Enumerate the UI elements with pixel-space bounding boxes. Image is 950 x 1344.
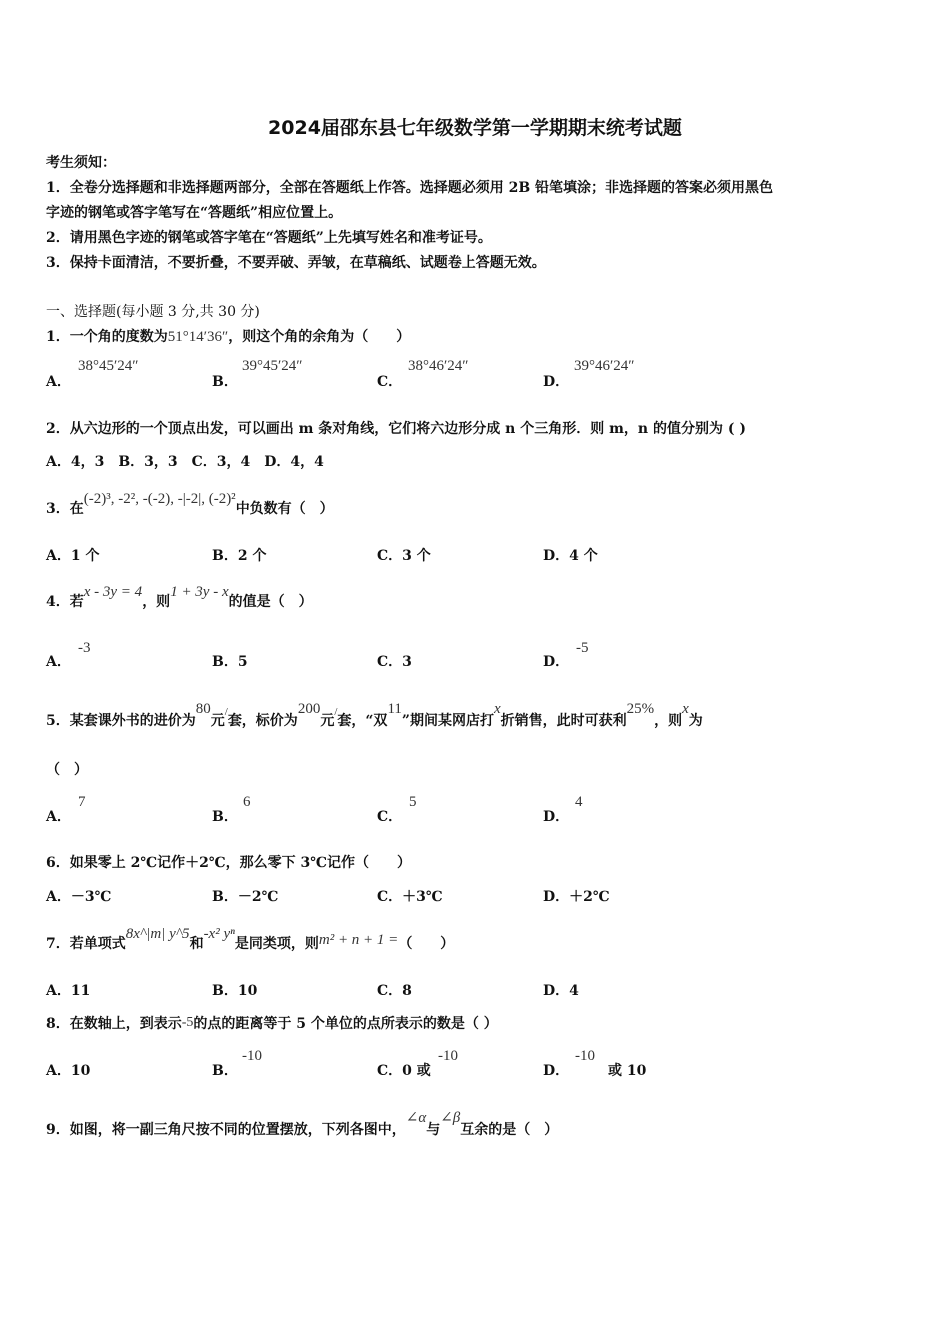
- q5-part-9: 为: [688, 713, 703, 729]
- q5-x-2: x: [682, 701, 689, 717]
- q3-option-b: B．2 个: [212, 548, 267, 564]
- q7-math1: 8x^|m| y^5: [125, 926, 190, 942]
- q4-option-c: C．3: [377, 654, 412, 670]
- q5-part-1: 5．某套课外书的进价为: [46, 713, 196, 729]
- q6-option-d: D．＋2℃: [543, 889, 610, 905]
- q8-option-b: -10: [242, 1048, 262, 1064]
- q5-slash-1: /: [224, 706, 228, 718]
- q5-label-c: C．: [377, 809, 403, 825]
- q7-post: 是同类项，则: [234, 936, 319, 952]
- q6-option-a: A．－3℃: [46, 889, 112, 905]
- q3-stem: [46, 491, 334, 518]
- q7-pre: 7．若单项式: [46, 936, 126, 952]
- q7-math3: m² + n + 1 =: [318, 932, 399, 948]
- q4-math1: x - 3y = 4: [83, 584, 143, 600]
- q7-stem: [46, 926, 455, 953]
- q1-option-d: 39°46′24″: [574, 358, 635, 374]
- q4-label-d: D．: [543, 654, 570, 670]
- q5-cost: 80: [195, 701, 211, 717]
- q9-angle-beta: ∠β: [440, 1110, 461, 1126]
- notice-line-3: 3．保持卡面清洁，不要折叠，不要弄破、弄皱，在草稿纸、试题卷上答题无效。: [46, 255, 546, 271]
- notice-line-2: 2．请用黑色字迹的钢笔或答字笔在“答题纸”上先填写姓名和准考证号。: [46, 230, 492, 246]
- q8-pre: 8．在数轴上，到表示: [46, 1016, 182, 1032]
- q8-math: -5: [181, 1015, 194, 1030]
- q5-x-1: x: [493, 701, 501, 717]
- q1-option-c: 38°46′24″: [408, 358, 469, 374]
- q5-part-5: 套，“双: [337, 713, 388, 729]
- q5-option-c: 5: [409, 794, 417, 810]
- q9-mid: 与: [426, 1122, 441, 1138]
- q5-eleven: 11: [387, 701, 402, 717]
- q8-label-c: C．0 或: [377, 1063, 431, 1079]
- q4-mid: ，则: [142, 594, 171, 610]
- notice-line-1b: 字迹的钢笔或答字笔写在“答题纸”相应位置上。: [46, 205, 343, 221]
- q7-math2: -x² yⁿ: [203, 926, 235, 942]
- q5-price: 200: [297, 701, 321, 717]
- q8-option-c: -10: [438, 1048, 458, 1064]
- q8-label-d: D．: [543, 1063, 570, 1079]
- q5-part-2: 元: [210, 713, 225, 729]
- q5-label-d: D．: [543, 809, 570, 825]
- q5-bracket: （ ）: [46, 762, 88, 778]
- exam-title: 2024届邵东县七年级数学第一学期期末统考试题: [268, 117, 682, 139]
- q3-post: 中负数有（ ）: [235, 501, 334, 517]
- q1-pre: 1．一个角的度数为: [46, 329, 168, 345]
- q1-option-a: 38°45′24″: [78, 358, 139, 374]
- q4-option-d: -5: [576, 640, 589, 656]
- q7-option-b: B．10: [212, 983, 258, 999]
- q5-profit: 25%: [626, 701, 655, 717]
- q5-part-4: 元: [320, 713, 335, 729]
- q4-stem: [46, 584, 313, 611]
- q5-part-3: 套，标价为: [227, 713, 298, 729]
- q8-option-d: -10: [575, 1048, 595, 1064]
- q7-bracket: （ ）: [398, 936, 455, 952]
- q7-mid: 和: [189, 936, 204, 952]
- q2-options: A．4，3 B．3，3 C．3，4 D．4，4: [46, 454, 324, 470]
- q1-option-b: 39°45′24″: [242, 358, 303, 374]
- notice-line-1a: 1．全卷分选择题和非选择题两部分，全部在答题纸上作答。选择题必须用 2B 铅笔填涂；非选择题的答案必须用黑色: [46, 180, 774, 196]
- q6-option-c: C．＋3℃: [377, 889, 443, 905]
- q1-label-c: C．: [377, 374, 403, 390]
- q8-post: 的点的距离等于 5 个单位的点所表示的数是（ ）: [193, 1016, 498, 1032]
- q4-option-a: -3: [78, 640, 91, 656]
- q5-part-6: ”期间某网店打: [401, 713, 494, 729]
- q8-stem: [46, 1015, 498, 1034]
- q1-label-b: B．: [212, 374, 238, 390]
- q7-option-a: A．11: [46, 983, 91, 999]
- q1-stem: [46, 328, 410, 346]
- q5-option-a: 7: [78, 794, 86, 810]
- q9-post: 互余的是（ ）: [460, 1122, 559, 1138]
- q9-angle-alpha: ∠α: [405, 1110, 427, 1126]
- q4-pre: 4．若: [46, 594, 84, 610]
- q4-math2: 1 + 3y - x: [170, 584, 229, 600]
- q1-post: ，则这个角的余角为（ ）: [228, 329, 411, 345]
- q7-option-c: C．8: [377, 983, 412, 999]
- q5-label-b: B．: [212, 809, 238, 825]
- q1-label-d: D．: [543, 374, 570, 390]
- q8-option-d-post: 或 10: [608, 1063, 647, 1079]
- q3-option-c: C．3 个: [377, 548, 431, 564]
- q6-option-b: B．－2℃: [212, 889, 279, 905]
- section-heading: 一、选择题(每小题 3 分,共 30 分): [46, 304, 260, 320]
- q9-pre: 9．如图，将一副三角尺按不同的位置摆放，下列各图中，: [46, 1122, 406, 1138]
- q3-math: (-2)³, -2², -(-2), -|-2|, (-2)²: [83, 491, 236, 507]
- q5-part-7: 折销售，此时可获利: [500, 713, 627, 729]
- q3-option-a: A．1 个: [46, 548, 100, 564]
- q6-stem: 6．如果零上 2℃记作＋2℃，那么零下 3℃记作（ ）: [46, 855, 412, 871]
- q4-label-a: A．: [46, 654, 71, 670]
- q2-stem: 2．从六边形的一个顶点出发，可以画出 m 条对角线，它们将六边形分成 n 个三角形．则 m，n 的值分别为 ( ): [46, 421, 746, 437]
- q5-option-d: 4: [575, 794, 583, 810]
- q8-option-a: A．10: [46, 1063, 91, 1079]
- q1-math: 51°14′36″: [167, 329, 229, 345]
- q7-option-d: D．4: [543, 983, 579, 999]
- q9-stem: [46, 1110, 559, 1139]
- q5-part-8: ，则: [654, 713, 683, 729]
- q4-option-b: B．5: [212, 654, 248, 670]
- q1-label-a: A．: [46, 374, 71, 390]
- q3-option-d: D．4 个: [543, 548, 598, 564]
- q8-label-b: B．: [212, 1063, 238, 1079]
- q5-stem: [46, 701, 703, 731]
- q4-post: 的值是（ ）: [228, 594, 313, 610]
- q5-label-a: A．: [46, 809, 71, 825]
- q5-slash-2: /: [334, 706, 338, 718]
- q5-option-b: 6: [243, 794, 251, 810]
- q3-pre: 3．在: [46, 501, 84, 517]
- notice-heading: 考生须知：: [46, 155, 116, 171]
